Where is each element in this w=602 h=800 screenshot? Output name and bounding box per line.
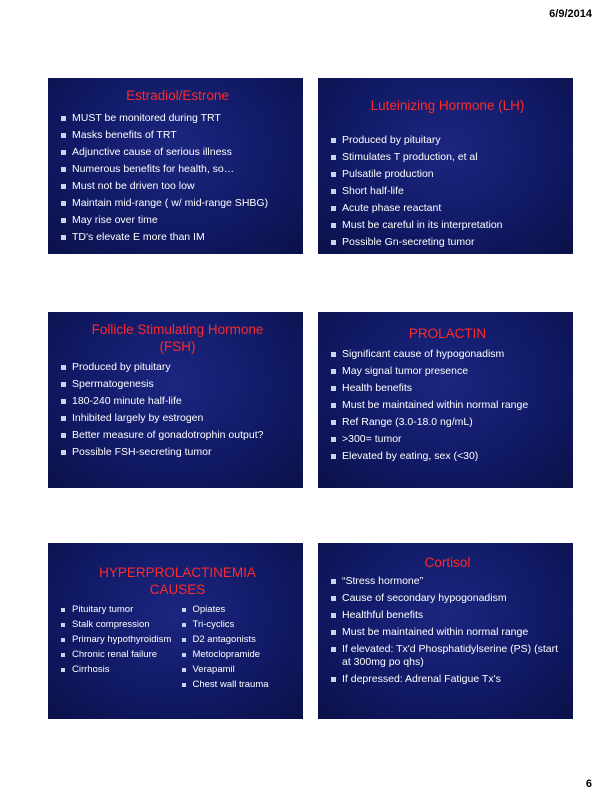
bullet-item: Metoclopramide (181, 649, 296, 661)
bullet-item: Must be careful in its interpretation (330, 219, 565, 232)
slide-hyperprolactinemia (48, 543, 303, 719)
bullet-list (330, 134, 565, 249)
bullet-item: Significant cause of hypogonadism (330, 348, 565, 361)
bullet-item: Acute phase reactant (330, 202, 565, 215)
bullet-item: Elevated by eating, sex (<30) (330, 450, 565, 463)
bullet-item: Opiates (181, 604, 296, 616)
slide-title: Estradiol/Estrone (126, 88, 229, 103)
bullet-item: 180-240 minute half-life (60, 395, 295, 408)
bullet-item: Produced by pituitary (60, 361, 295, 374)
bullet-list (60, 361, 295, 459)
slide-title: Follicle Stimulating Hormone (FSH) (91, 322, 264, 354)
bullet-item: Health benefits (330, 382, 565, 395)
bullet-item: >300= tumor (330, 433, 565, 446)
slide-title: Luteinizing Hormone (LH) (370, 98, 525, 113)
bullet-item: Spermatogenesis (60, 378, 295, 391)
bullet-item: Possible FSH-secreting tumor (60, 446, 295, 459)
bullet-item: Stalk compression (60, 619, 175, 631)
bullet-list (181, 604, 296, 691)
bullet-list (60, 604, 175, 676)
page-number: 6 (585, 778, 592, 790)
bullet-item: Healthful benefits (330, 609, 565, 622)
bullet-item: Must be maintained within normal range (330, 399, 565, 412)
bullet-item: Chronic renal failure (60, 649, 175, 661)
bullet-item: Maintain mid-range ( w/ mid-range SHBG) (60, 197, 295, 210)
bullet-item: Ref Range (3.0-18.0 ng/mL) (330, 416, 565, 429)
bullet-item: May rise over time (60, 214, 295, 227)
bullet-item: Must be maintained within normal range (330, 626, 565, 639)
slide-title: Cortisol (424, 555, 471, 570)
slide-title: PROLACTIN (408, 326, 487, 341)
bullet-item: MUST be monitored during TRT (60, 112, 295, 125)
bullet-item: Possible Gn-secreting tumor (330, 236, 565, 249)
causes-column-right (181, 604, 296, 694)
bullet-item: Verapamil (181, 664, 296, 676)
slide-cortisol (318, 543, 573, 719)
bullet-item: TD's elevate E more than IM (60, 231, 295, 244)
bullet-item: D2 antagonists (181, 634, 296, 646)
bullet-item: Numerous benefits for health, so… (60, 163, 295, 176)
bullet-item: Better measure of gonadotrophin output? (60, 429, 295, 442)
bullet-item: If depressed: Adrenal Fatigue Tx's (330, 673, 565, 686)
bullet-item: Primary hypothyroidism (60, 634, 175, 646)
causes-columns (60, 604, 295, 694)
bullet-item: “Stress hormone” (330, 575, 565, 588)
bullet-item: Produced by pituitary (330, 134, 565, 147)
slide-title: HYPERPROLACTINEMIA CAUSES (99, 565, 256, 597)
bullet-list (60, 112, 295, 244)
bullet-item: Adjunctive cause of serious illness (60, 146, 295, 159)
bullet-item: Inhibited largely by estrogen (60, 412, 295, 425)
bullet-item: Chest wall trauma (181, 679, 296, 691)
bullet-item: May signal tumor presence (330, 365, 565, 378)
slide-estradiol (48, 78, 303, 254)
bullet-item: Must not be driven too low (60, 180, 295, 193)
bullet-item: Cirrhosis (60, 664, 175, 676)
slide-lh (318, 78, 573, 254)
bullet-item: Tri-cyclics (181, 619, 296, 631)
slide-fsh (48, 312, 303, 488)
causes-column-left (60, 604, 175, 694)
bullet-item: Short half-life (330, 185, 565, 198)
bullet-item: Pituitary tumor (60, 604, 175, 616)
bullet-list (330, 348, 565, 463)
bullet-item: Stimulates T production, et al (330, 151, 565, 164)
bullet-list (330, 575, 565, 686)
bullet-item: If elevated: Tx'd Phosphatidylserine (PS) (start at 300mg po qhs) (330, 643, 565, 669)
slide-prolactin (318, 312, 573, 488)
print-date: 6/9/2014 (549, 8, 592, 20)
bullet-item: Masks benefits of TRT (60, 129, 295, 142)
bullet-item: Cause of secondary hypogonadism (330, 592, 565, 605)
bullet-item: Pulsatile production (330, 168, 565, 181)
